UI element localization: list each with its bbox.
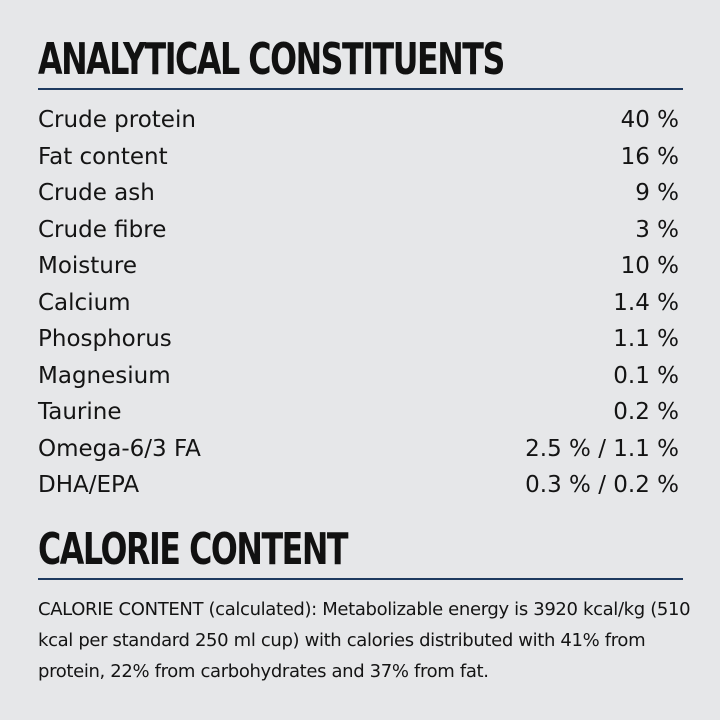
constituent-value: 16 % (620, 143, 679, 170)
constituent-value: 0.2 % (613, 399, 679, 426)
constituent-value: 0.3 % / 0.2 % (525, 472, 679, 499)
heading-divider (38, 578, 683, 580)
heading-divider (38, 88, 683, 90)
constituent-name: Phosphorus (38, 326, 172, 353)
table-row (38, 394, 679, 431)
constituent-name: Calcium (38, 289, 131, 316)
constituent-value: 3 % (635, 216, 679, 243)
table-row (38, 139, 679, 176)
constituent-name: DHA/EPA (38, 472, 140, 499)
table-row (38, 102, 679, 139)
constituent-value: 9 % (635, 180, 679, 207)
constituent-value: 40 % (620, 107, 679, 134)
constituent-value: 0.1 % (613, 362, 679, 389)
table-row (38, 321, 679, 358)
constituent-value: 2.5 % / 1.1 % (525, 435, 679, 462)
table-row (38, 175, 679, 212)
constituent-name: Crude fibre (38, 216, 167, 243)
table-row (38, 285, 679, 322)
table-row (38, 431, 679, 468)
constituent-name: Moisture (38, 253, 137, 280)
table-row (38, 467, 679, 504)
table-row (38, 358, 679, 395)
constituents-table (38, 102, 679, 504)
calorie-content-heading: CALORIE CONTENT (38, 524, 348, 575)
constituent-name: Taurine (38, 399, 122, 426)
constituent-name: Fat content (38, 143, 168, 170)
constituent-value: 1.4 % (613, 289, 679, 316)
constituent-name: Omega-6/3 FA (38, 435, 201, 462)
constituent-value: 1.1 % (613, 326, 679, 353)
constituent-name: Magnesium (38, 362, 171, 389)
constituent-name: Crude protein (38, 107, 196, 134)
calorie-content-text: CALORIE CONTENT (calculated): Metabolizable energy is 3920 kcal/kg (510 kcal per standard 250 ml cup) with calories distributed with 41% from protein, 22% from carbohydrates and 37% from fat. (38, 599, 691, 682)
constituent-name: Crude ash (38, 180, 155, 207)
constituent-value: 10 % (620, 253, 679, 280)
table-row (38, 248, 679, 285)
table-row (38, 212, 679, 249)
analytical-constituents-heading: ANALYTICAL CONSTITUENTS (38, 34, 504, 85)
